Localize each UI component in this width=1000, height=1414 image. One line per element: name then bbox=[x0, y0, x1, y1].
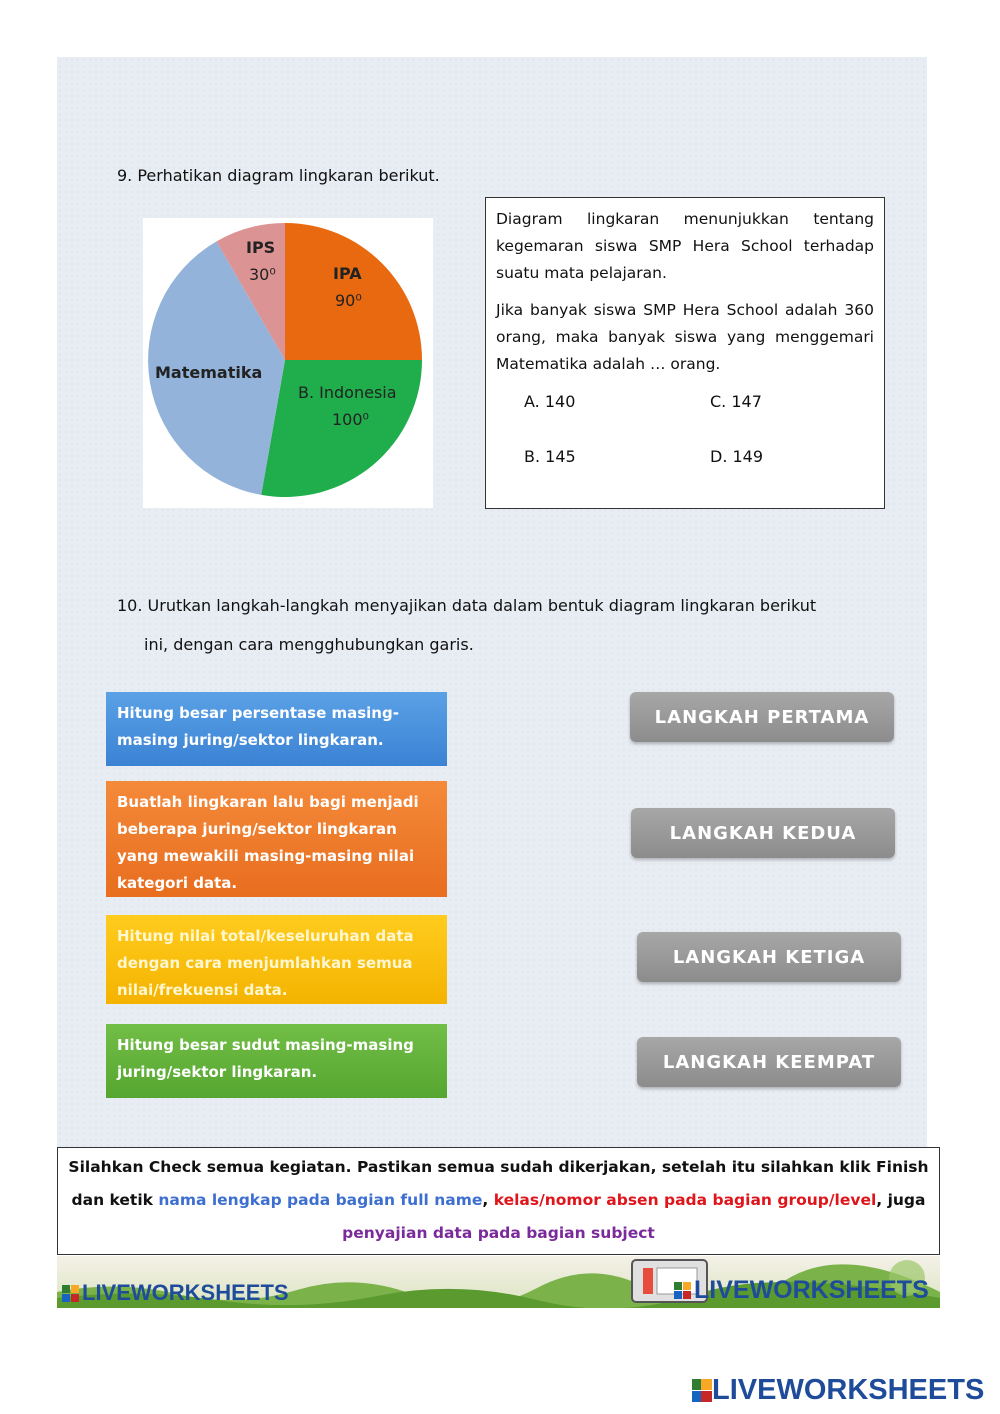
question-9-paragraph-1: Diagram lingkaran menunjukkan tentang kegemaran siswa SMP Hera School terhadap suatu mata pelajaran. bbox=[496, 210, 874, 282]
instructions-line-2: dan ketik nama lengkap pada bagian full name, kelas/nomor absen pada bagian group/level, juga bbox=[71, 1191, 926, 1209]
question-9-box bbox=[485, 197, 885, 509]
logo-mark-icon bbox=[62, 1285, 79, 1302]
instructions-line-3: penyajian data pada bagian subject bbox=[342, 1224, 655, 1242]
instructions-box bbox=[57, 1147, 940, 1255]
pie-chart bbox=[143, 218, 433, 508]
liveworksheets-logo-right: LIVEWORKSHEETS bbox=[674, 1276, 929, 1305]
option-b[interactable]: B. 145 bbox=[524, 447, 576, 466]
step-button-second[interactable]: LANGKAH KEDUA bbox=[631, 808, 895, 858]
liveworksheets-watermark[interactable]: LIVEWORKSHEETS bbox=[692, 1374, 984, 1407]
liveworksheets-logo-left: LIVEWORKSHEETS bbox=[62, 1280, 289, 1306]
logo-mark-icon bbox=[674, 1282, 691, 1299]
step-button-first[interactable]: LANGKAH PERTAMA bbox=[630, 692, 894, 742]
logo-mark-icon bbox=[692, 1379, 709, 1402]
step-card-angle[interactable]: Hitung besar sudut masing-masing juring/sektor lingkaran. bbox=[106, 1024, 447, 1098]
instructions-line-1: Silahkan Check semua kegiatan. Pastikan semua sudah dikerjakan, setelah itu silahkan klik Finish bbox=[68, 1158, 929, 1176]
footer-banner bbox=[57, 1256, 940, 1308]
step-button-fourth[interactable]: LANGKAH KEEMPAT bbox=[637, 1037, 901, 1087]
question-10-title: 10. Urutkan langkah-langkah menyajikan data dalam bentuk diagram lingkaran berikut bbox=[117, 596, 817, 615]
step-card-percentage[interactable]: Hitung besar persentase masing-masing juring/sektor lingkaran. bbox=[106, 692, 447, 766]
question-10-title-cont: ini, dengan cara mengghubungkan garis. bbox=[144, 635, 474, 654]
pie-label-matematika: Matematika bbox=[155, 363, 263, 382]
option-d[interactable]: D. 149 bbox=[710, 447, 764, 466]
pie-label-ipa: IPA bbox=[333, 264, 362, 283]
pie-angle-ips: 30⁰ bbox=[249, 265, 276, 284]
pie-angle-b-indonesia: 100⁰ bbox=[332, 410, 369, 429]
option-a[interactable]: A. 140 bbox=[524, 392, 576, 411]
pie-label-ips: IPS bbox=[246, 238, 276, 257]
option-c[interactable]: C. 147 bbox=[710, 392, 762, 411]
step-card-draw-circle[interactable]: Buatlah lingkaran lalu bagi menjadi beberapa juring/sektor lingkaran yang mewakili masing-masing nilai kategori data. bbox=[106, 781, 447, 897]
pie-angle-ipa: 90⁰ bbox=[335, 291, 362, 310]
pie-label-b-indonesia: B. Indonesia bbox=[298, 383, 397, 402]
step-button-third[interactable]: LANGKAH KETIGA bbox=[637, 932, 901, 982]
question-9-paragraph-2: Jika banyak siswa SMP Hera School adalah 360 orang, maka banyak siswa yang menggemari Matematika adalah … orang. bbox=[496, 301, 874, 373]
question-9-title: 9. Perhatikan diagram lingkaran berikut. bbox=[117, 166, 440, 185]
step-card-total[interactable]: Hitung nilai total/keseluruhan data dengan cara menjumlahkan semua nilai/frekuensi data. bbox=[106, 915, 447, 1004]
